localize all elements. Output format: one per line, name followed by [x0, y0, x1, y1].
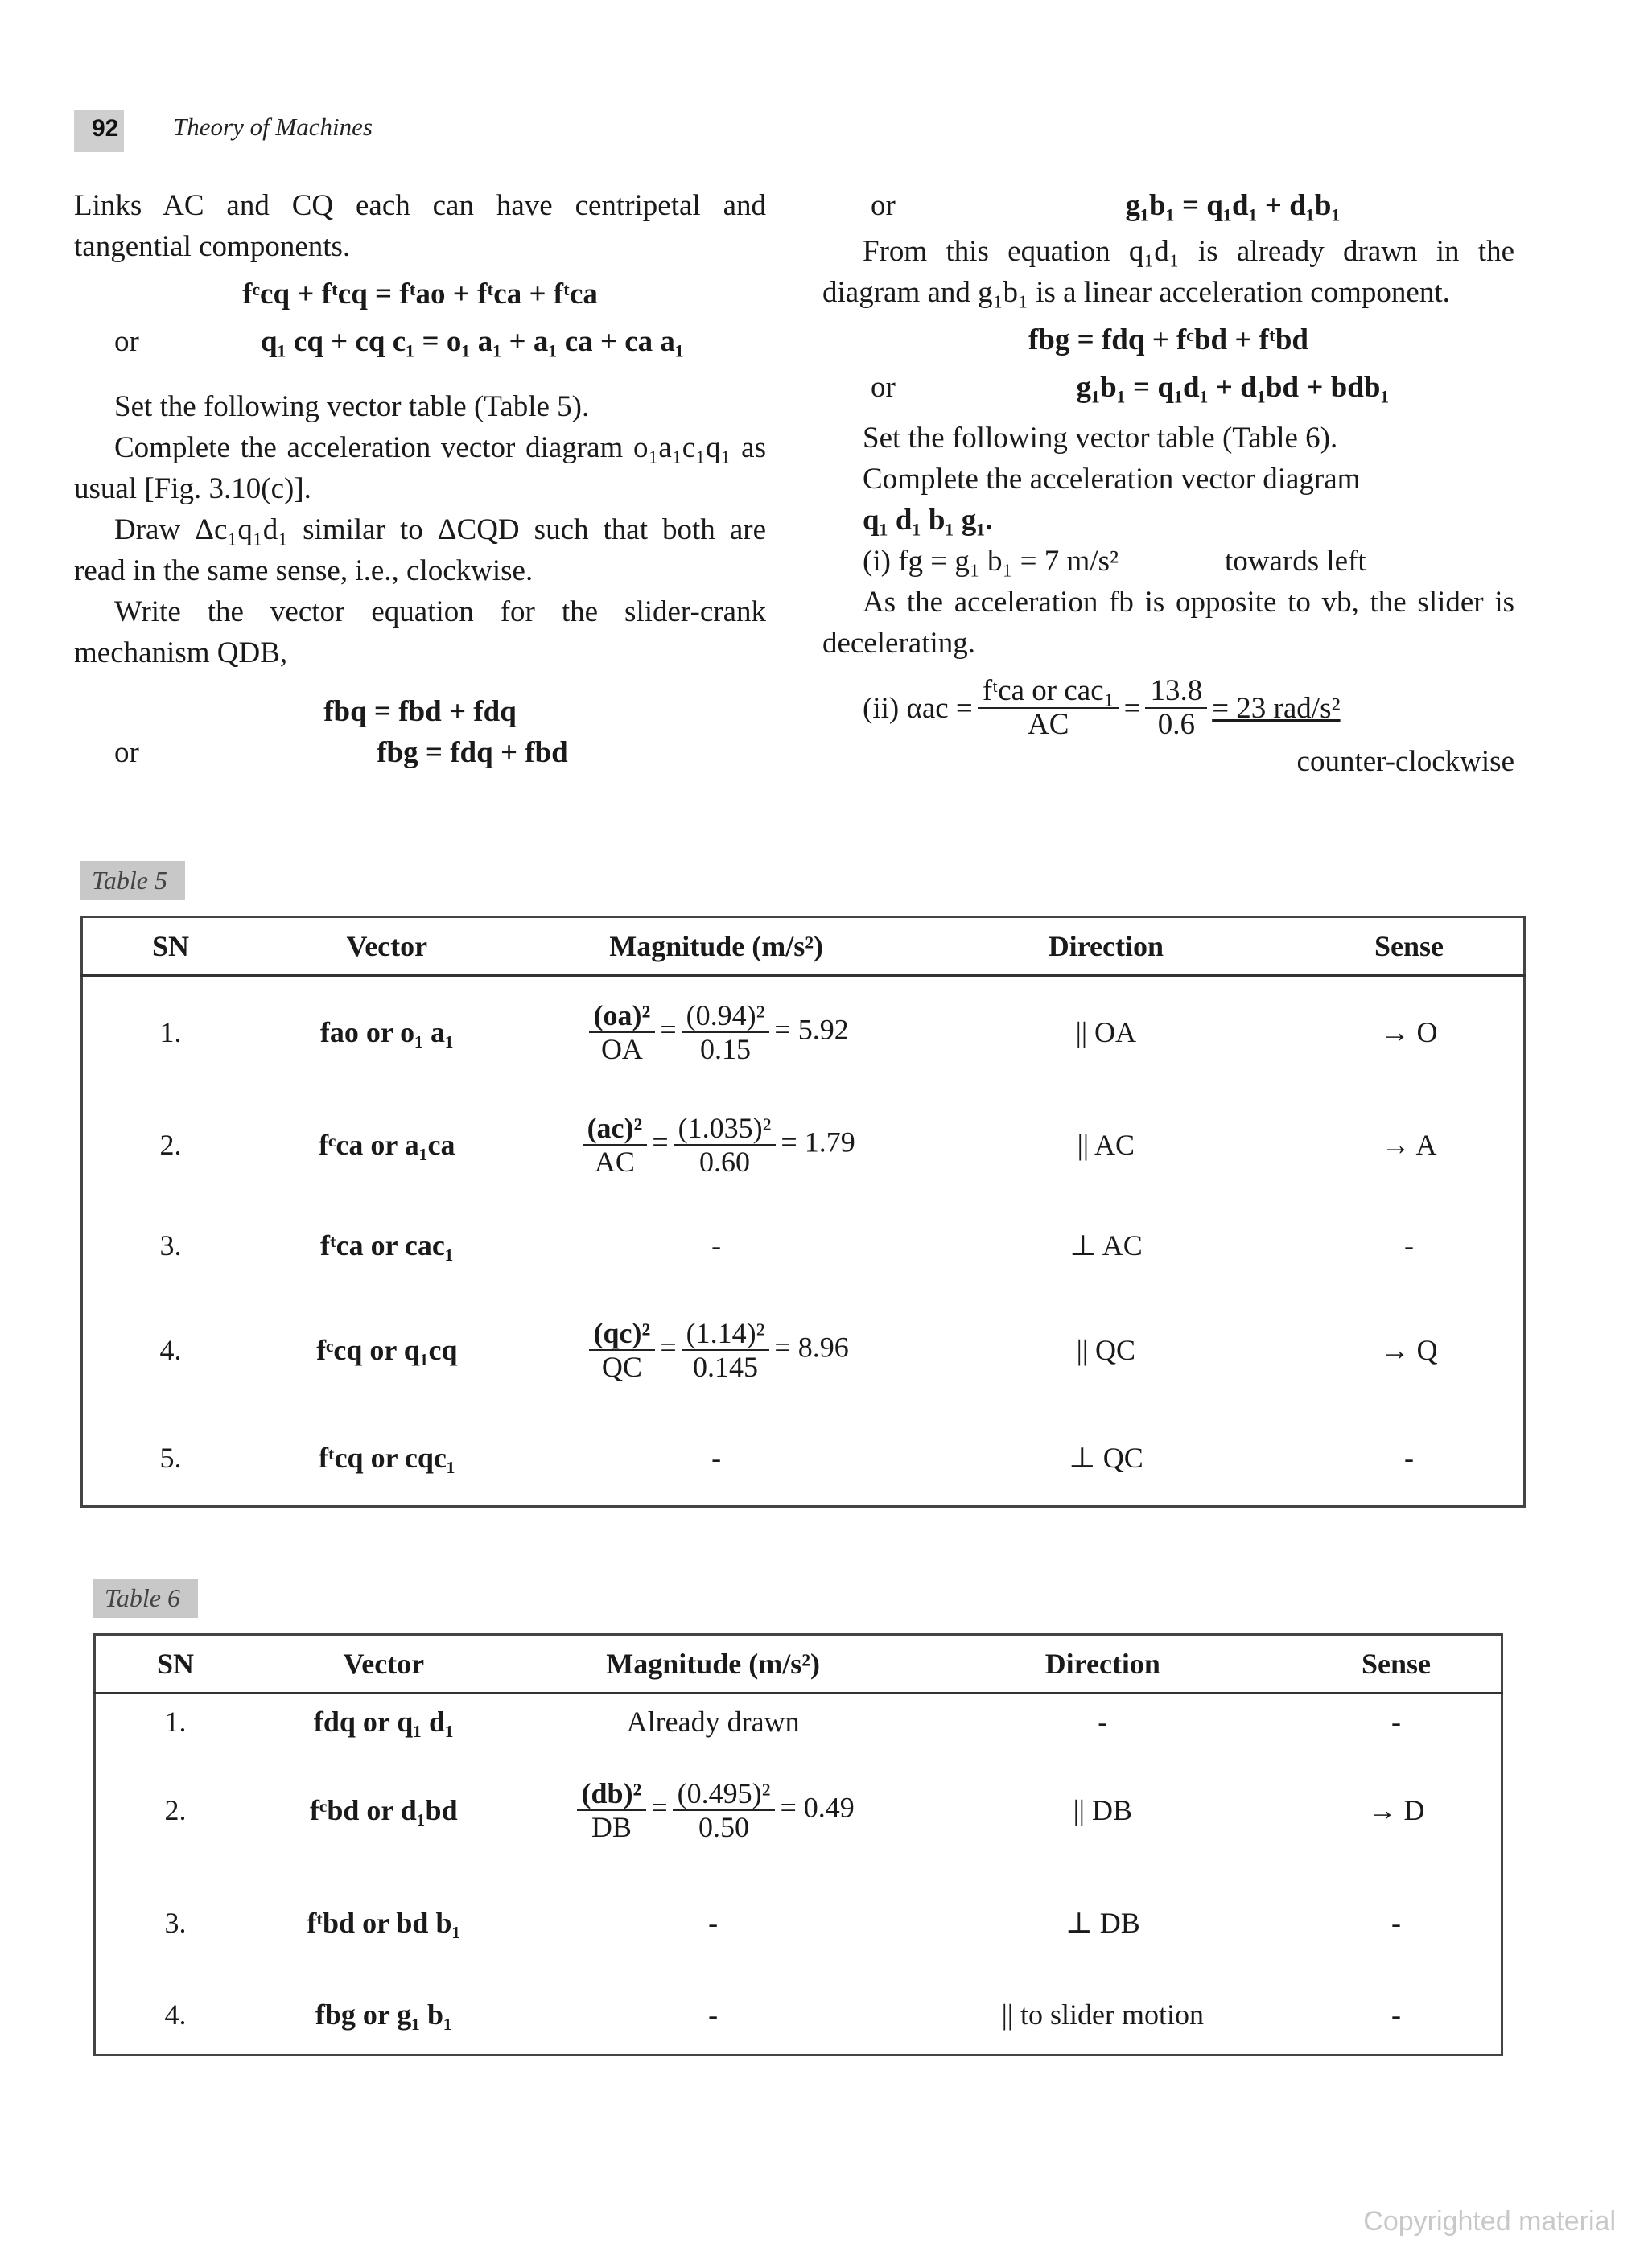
row-number: 2.: [164, 1793, 187, 1826]
magnitude-text: -: [708, 1998, 719, 2031]
numerator: (0.94)²: [682, 999, 770, 1033]
paragraph: Complete the acceleration vector diagram: [863, 463, 1361, 496]
paragraph: Draw Δc₁q₁d₁ similar to ΔCQD such that both are read in the same sense, i.e., clockwise.: [74, 513, 766, 587]
fraction: [674, 1112, 777, 1178]
denominator: 0.60: [699, 1145, 751, 1178]
denominator: 0.50: [698, 1810, 750, 1843]
numerator: (1.035)²: [674, 1112, 777, 1146]
table-caption: Table 5: [80, 861, 185, 900]
direction-cell: ⊥ QC: [1068, 1441, 1143, 1474]
paragraph: Set the following vector table (Table 6).: [863, 422, 1338, 455]
magnitude-text: Already drawn: [626, 1706, 800, 1739]
numerator: fᵗca or cac₁: [978, 675, 1119, 709]
vector-cell: fᶜca or a₁ca: [319, 1128, 455, 1161]
equation: g₁b₁ = q₁d₁ + d₁b₁: [1125, 189, 1341, 222]
equation: fᶜcq + fᵗcq = fᵗao + fᵗca + fᵗca: [242, 278, 598, 311]
direction-cell: || QC: [1076, 1333, 1136, 1366]
sense-cell: → Q: [1380, 1333, 1438, 1366]
vector-cell: fᶜbd or d₁bd: [310, 1793, 458, 1826]
row-number: 4.: [164, 1998, 187, 2031]
sense-cell: -: [1390, 1706, 1401, 1739]
result-sense: counter-clockwise: [1296, 745, 1514, 778]
vector-cell: fdq or q₁ d₁: [313, 1706, 454, 1739]
column-header: Direction: [917, 917, 1295, 976]
table-header-row: [82, 917, 1525, 976]
fraction: [1145, 675, 1207, 741]
direction-cell: ⊥ DB: [1065, 1906, 1140, 1939]
direction-cell: || AC: [1077, 1128, 1135, 1161]
sense-cell: -: [1390, 1998, 1401, 2031]
right-column: [822, 185, 1514, 782]
sense-cell: → A: [1381, 1128, 1437, 1161]
result-value: = 23 rad/s²: [1212, 691, 1341, 725]
sense-cell: -: [1403, 1229, 1414, 1262]
running-title: Theory of Machines: [173, 113, 373, 141]
column-header: Direction: [914, 1635, 1292, 1694]
magnitude-cell: [516, 1201, 917, 1290]
magnitude-cell: [513, 1975, 914, 2056]
fraction: [589, 999, 656, 1065]
table-row: [82, 1410, 1525, 1507]
paragraph: As the acceleration fb is opposite to vb, the slider is decelerating.: [822, 586, 1514, 660]
fraction: [673, 1777, 776, 1843]
table-row: [82, 976, 1525, 1089]
sense-cell: → O: [1380, 1016, 1438, 1049]
table-row: [95, 1694, 1502, 1750]
magnitude-cell: $\frac{\text{(ac)²}}{AC}$ = $\frac{\text{(1.035)²}}{0.60}$ = 1.79: [516, 1089, 917, 1201]
fraction: [682, 1317, 770, 1383]
sense-cell: -: [1403, 1441, 1414, 1474]
equation: fbq = fbd + fdq: [323, 695, 517, 728]
column-header: SN: [82, 917, 259, 976]
denominator: QC: [601, 1350, 642, 1383]
row-number: 5.: [159, 1441, 182, 1474]
paragraph: Set the following vector table (Table 5).: [114, 390, 590, 423]
table-row: [95, 1750, 1502, 1871]
paragraph: q₁ d₁ b₁ g₁.: [863, 504, 993, 537]
magnitude-result: = 5.92: [774, 1013, 849, 1046]
vector-cell: fᵗcq or cqc₁: [318, 1441, 455, 1474]
vector-table-6: [93, 1633, 1503, 2056]
fraction: [583, 1112, 648, 1178]
direction-cell: -: [1098, 1706, 1108, 1739]
numerator: (ac)²: [583, 1112, 648, 1146]
magnitude-text: -: [708, 1906, 719, 1939]
result-item: [822, 541, 1514, 582]
magnitude-cell: [513, 1694, 914, 1750]
fraction: [978, 675, 1119, 741]
equation-line: [74, 732, 766, 773]
magnitude-cell: $\frac{\text{(qc)²}}{QC}$ = $\frac{\text{(1.14)²}}{0.145}$ = 8.96: [516, 1290, 917, 1410]
numerator: 13.8: [1145, 675, 1207, 709]
vector-cell: fbg or g₁ b₁: [315, 1998, 452, 2031]
equation-line: [822, 367, 1514, 408]
direction-cell: ⊥ AC: [1069, 1229, 1143, 1262]
direction-cell: || to slider motion: [1001, 1998, 1204, 2031]
magnitude-cell: [516, 1410, 917, 1507]
row-number: 1.: [164, 1706, 187, 1739]
paragraph: Complete the acceleration vector diagram o₁a₁c₁q₁ as usual [Fig. 3.10(c)].: [74, 431, 766, 505]
direction-cell: || DB: [1073, 1793, 1133, 1826]
denominator: OA: [600, 1033, 643, 1066]
column-header: Magnitude (m/s²): [513, 1635, 914, 1694]
page-number-box: [74, 110, 124, 152]
equation-line: [822, 185, 1514, 226]
column-header: Magnitude (m/s²): [516, 917, 917, 976]
table-row: [95, 1871, 1502, 1975]
denominator: 0.15: [700, 1033, 752, 1066]
equation: fbg = fdq + fbd: [377, 736, 568, 769]
equation: q₁ cq + cq c₁ = o₁ a₁ + a₁ ca + ca a₁: [261, 325, 684, 358]
vector-table-5: [80, 916, 1526, 1508]
sense-cell: → D: [1367, 1793, 1425, 1826]
denominator: 0.6: [1157, 708, 1195, 741]
numerator: (db)²: [577, 1777, 647, 1811]
copyright-watermark: Copyrighted material: [1363, 2206, 1616, 2237]
vector-cell: fᵗbd or bd b₁: [307, 1906, 461, 1939]
magnitude-cell: $\frac{\text{(db)²}}{DB}$ = $\frac{\text{(0.495)²}}{0.50}$ = 0.49: [513, 1750, 914, 1871]
row-number: 3.: [164, 1906, 187, 1939]
result-sense: towards left: [1225, 545, 1366, 578]
magnitude-cell: [513, 1871, 914, 1975]
column-header: Vector: [255, 1635, 512, 1694]
row-number: 3.: [159, 1229, 182, 1262]
magnitude-text: -: [711, 1229, 722, 1262]
magnitude-result: = 0.49: [780, 1790, 855, 1823]
left-column: [74, 185, 766, 773]
sense-cell: -: [1390, 1906, 1401, 1939]
denominator: AC: [1027, 708, 1069, 741]
numerator: (0.495)²: [673, 1777, 776, 1811]
table-row: [95, 1975, 1502, 2056]
paragraph: From this equation q₁d₁ is already drawn in the diagram and g₁b₁ is a linear acceleration component.: [822, 235, 1514, 309]
direction-cell: || OA: [1075, 1016, 1137, 1049]
column-header: Vector: [258, 917, 515, 976]
column-header: SN: [95, 1635, 256, 1694]
magnitude-result: = 8.96: [774, 1330, 849, 1363]
equation-label: or: [871, 371, 896, 404]
result-text: (i) fg = g₁ b₁ = 7 m/s²: [863, 545, 1119, 578]
vector-cell: fᵗca or cac₁: [319, 1229, 454, 1262]
fraction: [682, 999, 770, 1065]
table-caption: Table 6: [93, 1579, 198, 1618]
denominator: DB: [591, 1810, 632, 1843]
table-header-row: [95, 1635, 1502, 1694]
equation: fbg = fdq + fᶜbd + fᵗbd: [1028, 323, 1308, 356]
numerator: (1.14)²: [682, 1317, 770, 1351]
denominator: AC: [594, 1145, 635, 1178]
equation-label: or: [114, 325, 139, 358]
column-header: Sense: [1292, 1635, 1502, 1694]
paragraph: Write the vector equation for the slider-crank mechanism QDB,: [74, 595, 766, 669]
result-item: (ii) αac = $\frac{\text{fᵗca or cac₁}}{AC}$ = $\frac{13.8}{0.6}$ = 23 rad/s²: [863, 674, 1341, 741]
numerator: (qc)²: [589, 1317, 656, 1351]
equation-label: or: [114, 736, 139, 769]
numerator: (oa)²: [589, 999, 656, 1033]
denominator: 0.145: [693, 1350, 759, 1383]
magnitude-cell: $\frac{\text{(oa)²}}{OA}$ = $\frac{\text{(0.94)²}}{0.15}$ = 5.92: [516, 976, 917, 1089]
fraction: [577, 1777, 647, 1843]
fraction: [589, 1317, 656, 1383]
table-row: [82, 1290, 1525, 1410]
column-header: Sense: [1295, 917, 1525, 976]
magnitude-result: = 1.79: [781, 1125, 855, 1158]
row-number: 4.: [159, 1333, 182, 1366]
vector-cell: fᶜcq or q₁cq: [316, 1333, 458, 1366]
table-row: [82, 1089, 1525, 1201]
paragraph: Links AC and CQ each can have centripetal and tangential components.: [74, 189, 766, 263]
result-label: (ii) αac =: [863, 691, 973, 725]
equation-line: [74, 321, 766, 362]
row-number: 2.: [159, 1128, 182, 1161]
row-number: 1.: [159, 1016, 182, 1049]
page-number: 92: [92, 115, 119, 142]
table-row: [82, 1201, 1525, 1290]
vector-cell: fao or o₁ a₁: [319, 1016, 454, 1049]
equation-label: or: [871, 189, 896, 222]
magnitude-text: -: [711, 1441, 722, 1474]
equation: g₁b₁ = q₁d₁ + d₁bd + bdb₁: [1076, 371, 1390, 404]
